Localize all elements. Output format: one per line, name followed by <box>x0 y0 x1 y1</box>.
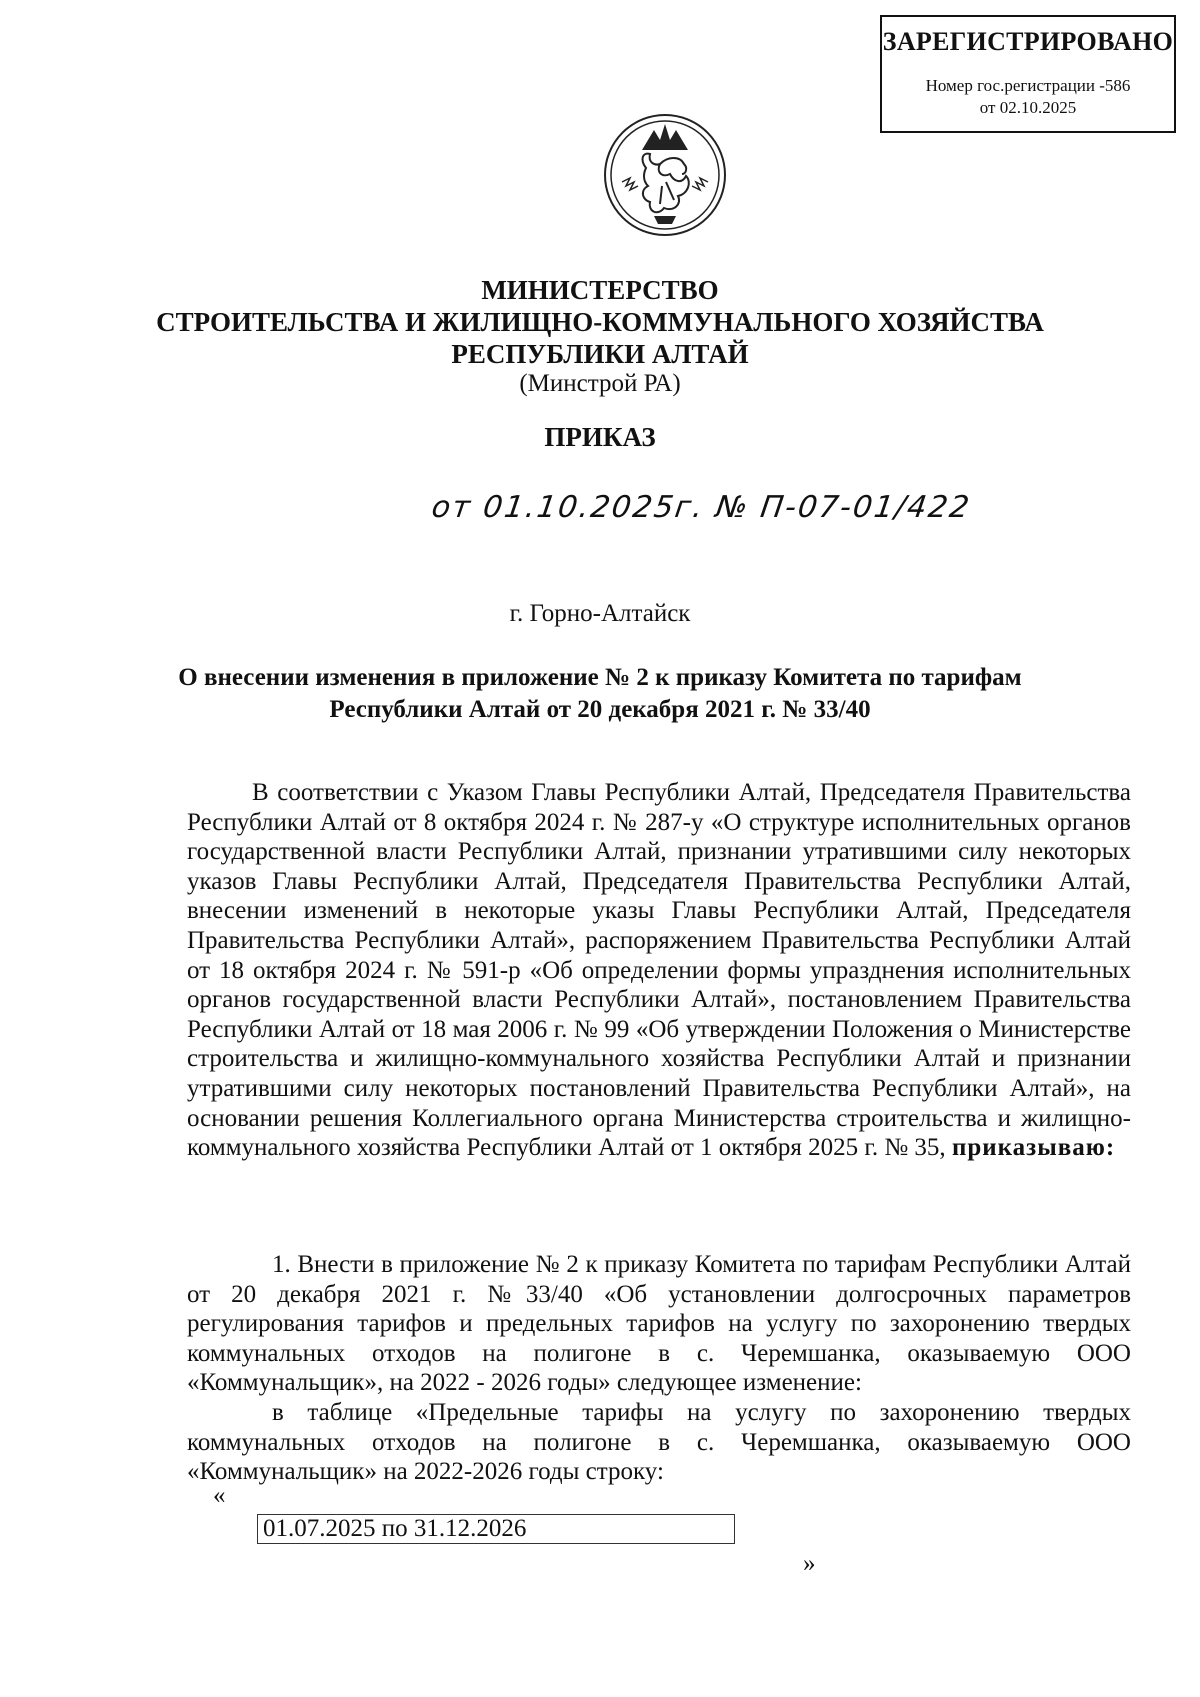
handwritten-date-number: от 01.10.2025г. № П-07-01/422 <box>429 490 974 525</box>
order-word: приказываю: <box>951 1134 1116 1162</box>
registration-stamp <box>880 15 1176 133</box>
item-1-text: 1. Внести в приложение № 2 к приказу Комитета по тарифам Республики Алтай от 20 декабря 2021 г. №33/40 «Об установлении долгосрочных параметров регулирования тарифов и предельных тарифов на услугу по захоронению твердых коммунальных отходов на полигоне в с. Черемшанка, оказываемую ООО «Коммунальщик», на 2022 - 2026 годы» следующее изменение: <box>187 1251 1131 1397</box>
preamble-paragraph <box>187 778 1131 1163</box>
item-1-sub-text: в таблице «Предельные тарифы на услугу по захоронению твердых коммунальных отходов на полигоне в с. Черемшанка, оказываемую ООО «Коммунальщик» на 2022-2026 годы строку: <box>187 1399 1131 1486</box>
opening-quote: « <box>213 1482 226 1509</box>
subject-line-1: О внесении изменения в приложение № 2 к приказу Комитета по тарифам <box>178 664 1022 691</box>
city: г. Горно-Алтайск <box>509 600 691 627</box>
ministry-line-1: МИНИСТЕРСТВО <box>481 275 719 305</box>
ministry-line-2: СТРОИТЕЛЬСТВА И ЖИЛИЩНО-КОММУНАЛЬНОГО ХОЗЯЙСТВА <box>156 307 1044 337</box>
ministry-line-3: РЕСПУБЛИКИ АЛТАЙ <box>451 339 749 369</box>
closing-quote: » <box>803 1550 816 1577</box>
document-subject <box>0 662 1200 726</box>
ministry-abbreviation: (Минстрой РА) <box>519 370 681 397</box>
ministry-name <box>0 274 1200 370</box>
item-1-paragraph <box>187 1250 1131 1398</box>
item-1-subparagraph <box>187 1398 1131 1487</box>
preamble-text: В соответствии с Указом Главы Республики Алтай, Председателя Правительства Республики Алтай от 8 октября 2024 г. № 287-у «О структуре исполнительных органов государственной власти Республики Алтай, признании утратившими силу некоторых указов Главы Республики Алтай, Председателя Правительства Республики Алтай, внесении изменений в некоторые указы Главы Республики Алтай, Председателя Правительства Республики Алтай», распоряжением Правительства Республики Алтай от 18 октября 2024 г. № 591-р «Об определении формы упразднения исполнительных органов государственной власти Республики Алтай», постановлением Правительства Республики Алтай от 18 мая 2006 г. № 99 «Об утверждении Положения о Министерстве строительства и жилищно-коммунального хозяйства Республики Алтай и признании утратившими силу некоторых постановлений Правительства Республики Алтай», на основании решения Коллегиального органа Министерства строительства и жилищно-коммунального хозяйства Республики Алтай от 1 октября 2025 г. № 35, <box>187 779 1131 1162</box>
stamp-registration-date: от 02.10.2025 <box>979 98 1077 117</box>
coat-of-arms-icon <box>602 112 728 238</box>
stamp-registration-number: Номер гос.регистрации -586 <box>925 76 1131 95</box>
document-type: ПРИКАЗ <box>544 422 656 452</box>
stamp-title: ЗАРЕГИСТРИРОВАНО <box>882 27 1174 56</box>
subject-line-2: Республики Алтай от 20 декабря 2021 г. № 33/40 <box>329 696 871 723</box>
table-row-cell: 01.07.2025 по 31.12.2026 <box>257 1514 735 1544</box>
